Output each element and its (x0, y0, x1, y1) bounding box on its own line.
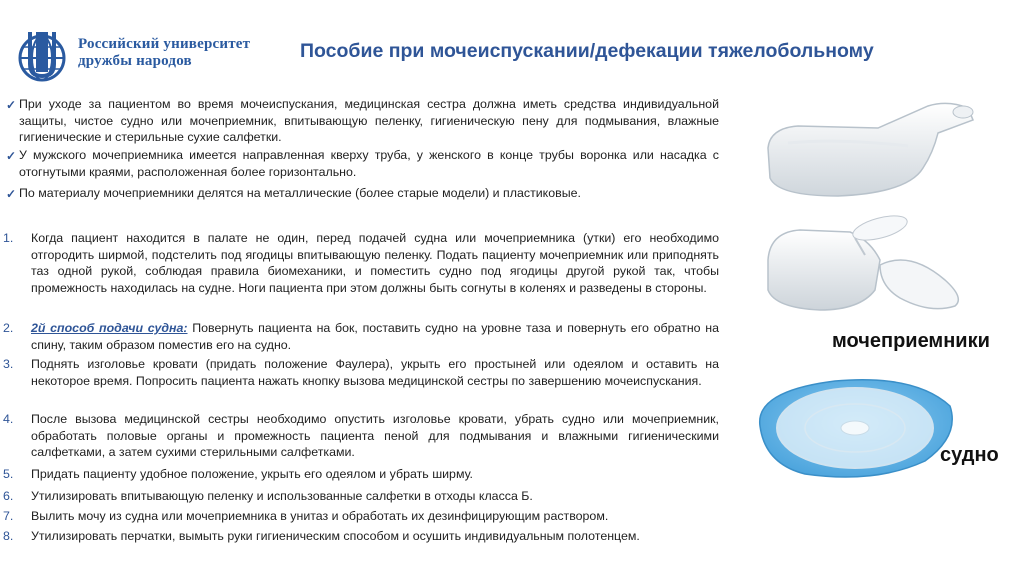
checkmark-icon: ✓ (6, 98, 17, 112)
step-number-5: 5. (3, 467, 14, 481)
bullet-text-1: При уходе за пациентом во время мочеиспускания, медицинская сестра должна иметь средства индивидуальной защиты, чистое судно или мочеприемник, впитывающую пеленку, гигиеническую пену для подмывания, влажные гигиенические и стерильные сухие салфетки. (19, 97, 719, 144)
step-text-4: После вызова медицинской сестры необходимо опустить изголовье кровати, убрать судно или мочеприемник, обработать половые органы и промежность пациента пеной для подмывания и влажными гигиеническими салфетками, а затем сухими стерильными салфетками. (31, 412, 719, 459)
step-number-6: 6. (3, 489, 14, 503)
female-urinal-image (760, 210, 990, 320)
step-text-6: Утилизировать впитывающую пеленку и использованные салфетки в отходы класса Б. (31, 489, 533, 503)
urinals-caption: мочеприемники (832, 330, 990, 352)
bullet-text-2: У мужского мочеприемника имеется направленная кверху труба, у женского в конце трубы воронка или насадка с отогнутыми краями, расположенная более горизонтально. (19, 148, 719, 179)
step-text-8: Утилизировать перчатки, вымыть руки гигиеническим способом и осушить индивидуальным полотенцем. (31, 529, 640, 543)
step-text-3: Поднять изголовье кровати (придать положение Фаулера), укрыть его простыней или одеялом и оставить на некоторое время. Попросить пациента нажать кнопку вызова медицинской сестры по завершению мочеиспускания. (31, 357, 719, 388)
step-text-2 (31, 320, 719, 353)
step-number-8: 8. (3, 529, 14, 543)
step-number-3: 3. (3, 357, 14, 371)
step-number-1: 1. (3, 231, 14, 245)
logo-line-2: дружбы народов (78, 53, 192, 69)
step-2-body: Повернуть пациента на бок, поставить судно на уровне таза и повернуть его обратно на спину, таким образом поместив его на судно. (31, 321, 719, 352)
step-text-1: Когда пациент находится в палате не один, перед подачей судна или мочеприемника (утки) его необходимо отгородить ширмой, подстелить под ягодицы впитывающую пеленку. Подать пациенту мочеприемник или приподнять таз одной рукой, соблюдая правила биомеханики, и поместить судно под ягодицы другой рукой так, чтобы промежность находилась на судне. Ноги пациента при этом должны быть согнуты в коленях и разведены в стороны. (31, 231, 719, 295)
bedpan-caption: судно (940, 444, 999, 466)
slide-title: Пособие при мочеиспускании/дефекации тяжелобольному (300, 40, 874, 62)
step-number-2: 2. (3, 321, 14, 335)
male-urinal-image (758, 98, 998, 208)
checkmark-icon: ✓ (6, 187, 17, 201)
bedpan-image (745, 366, 965, 486)
logo-line-1: Российский университет (78, 36, 251, 52)
university-logo (14, 30, 274, 86)
step-text-7: Вылить мочу из судна или мочеприемника в унитаз и обработать их дезинфицирующим раствором. (31, 509, 609, 523)
step-text-5: Придать пациенту удобное положение, укрыть его одеялом и убрать ширму. (31, 467, 473, 481)
globe-emblem-icon (14, 30, 72, 86)
checkmark-icon: ✓ (6, 149, 17, 163)
step-2-lead: 2й способ подачи судна: (31, 321, 188, 335)
step-number-7: 7. (3, 509, 14, 523)
bullet-text-3: По материалу мочеприемники делятся на металлические (более старые модели) и пластиковые. (19, 186, 581, 200)
step-number-4: 4. (3, 412, 14, 426)
logo-text (78, 36, 250, 70)
